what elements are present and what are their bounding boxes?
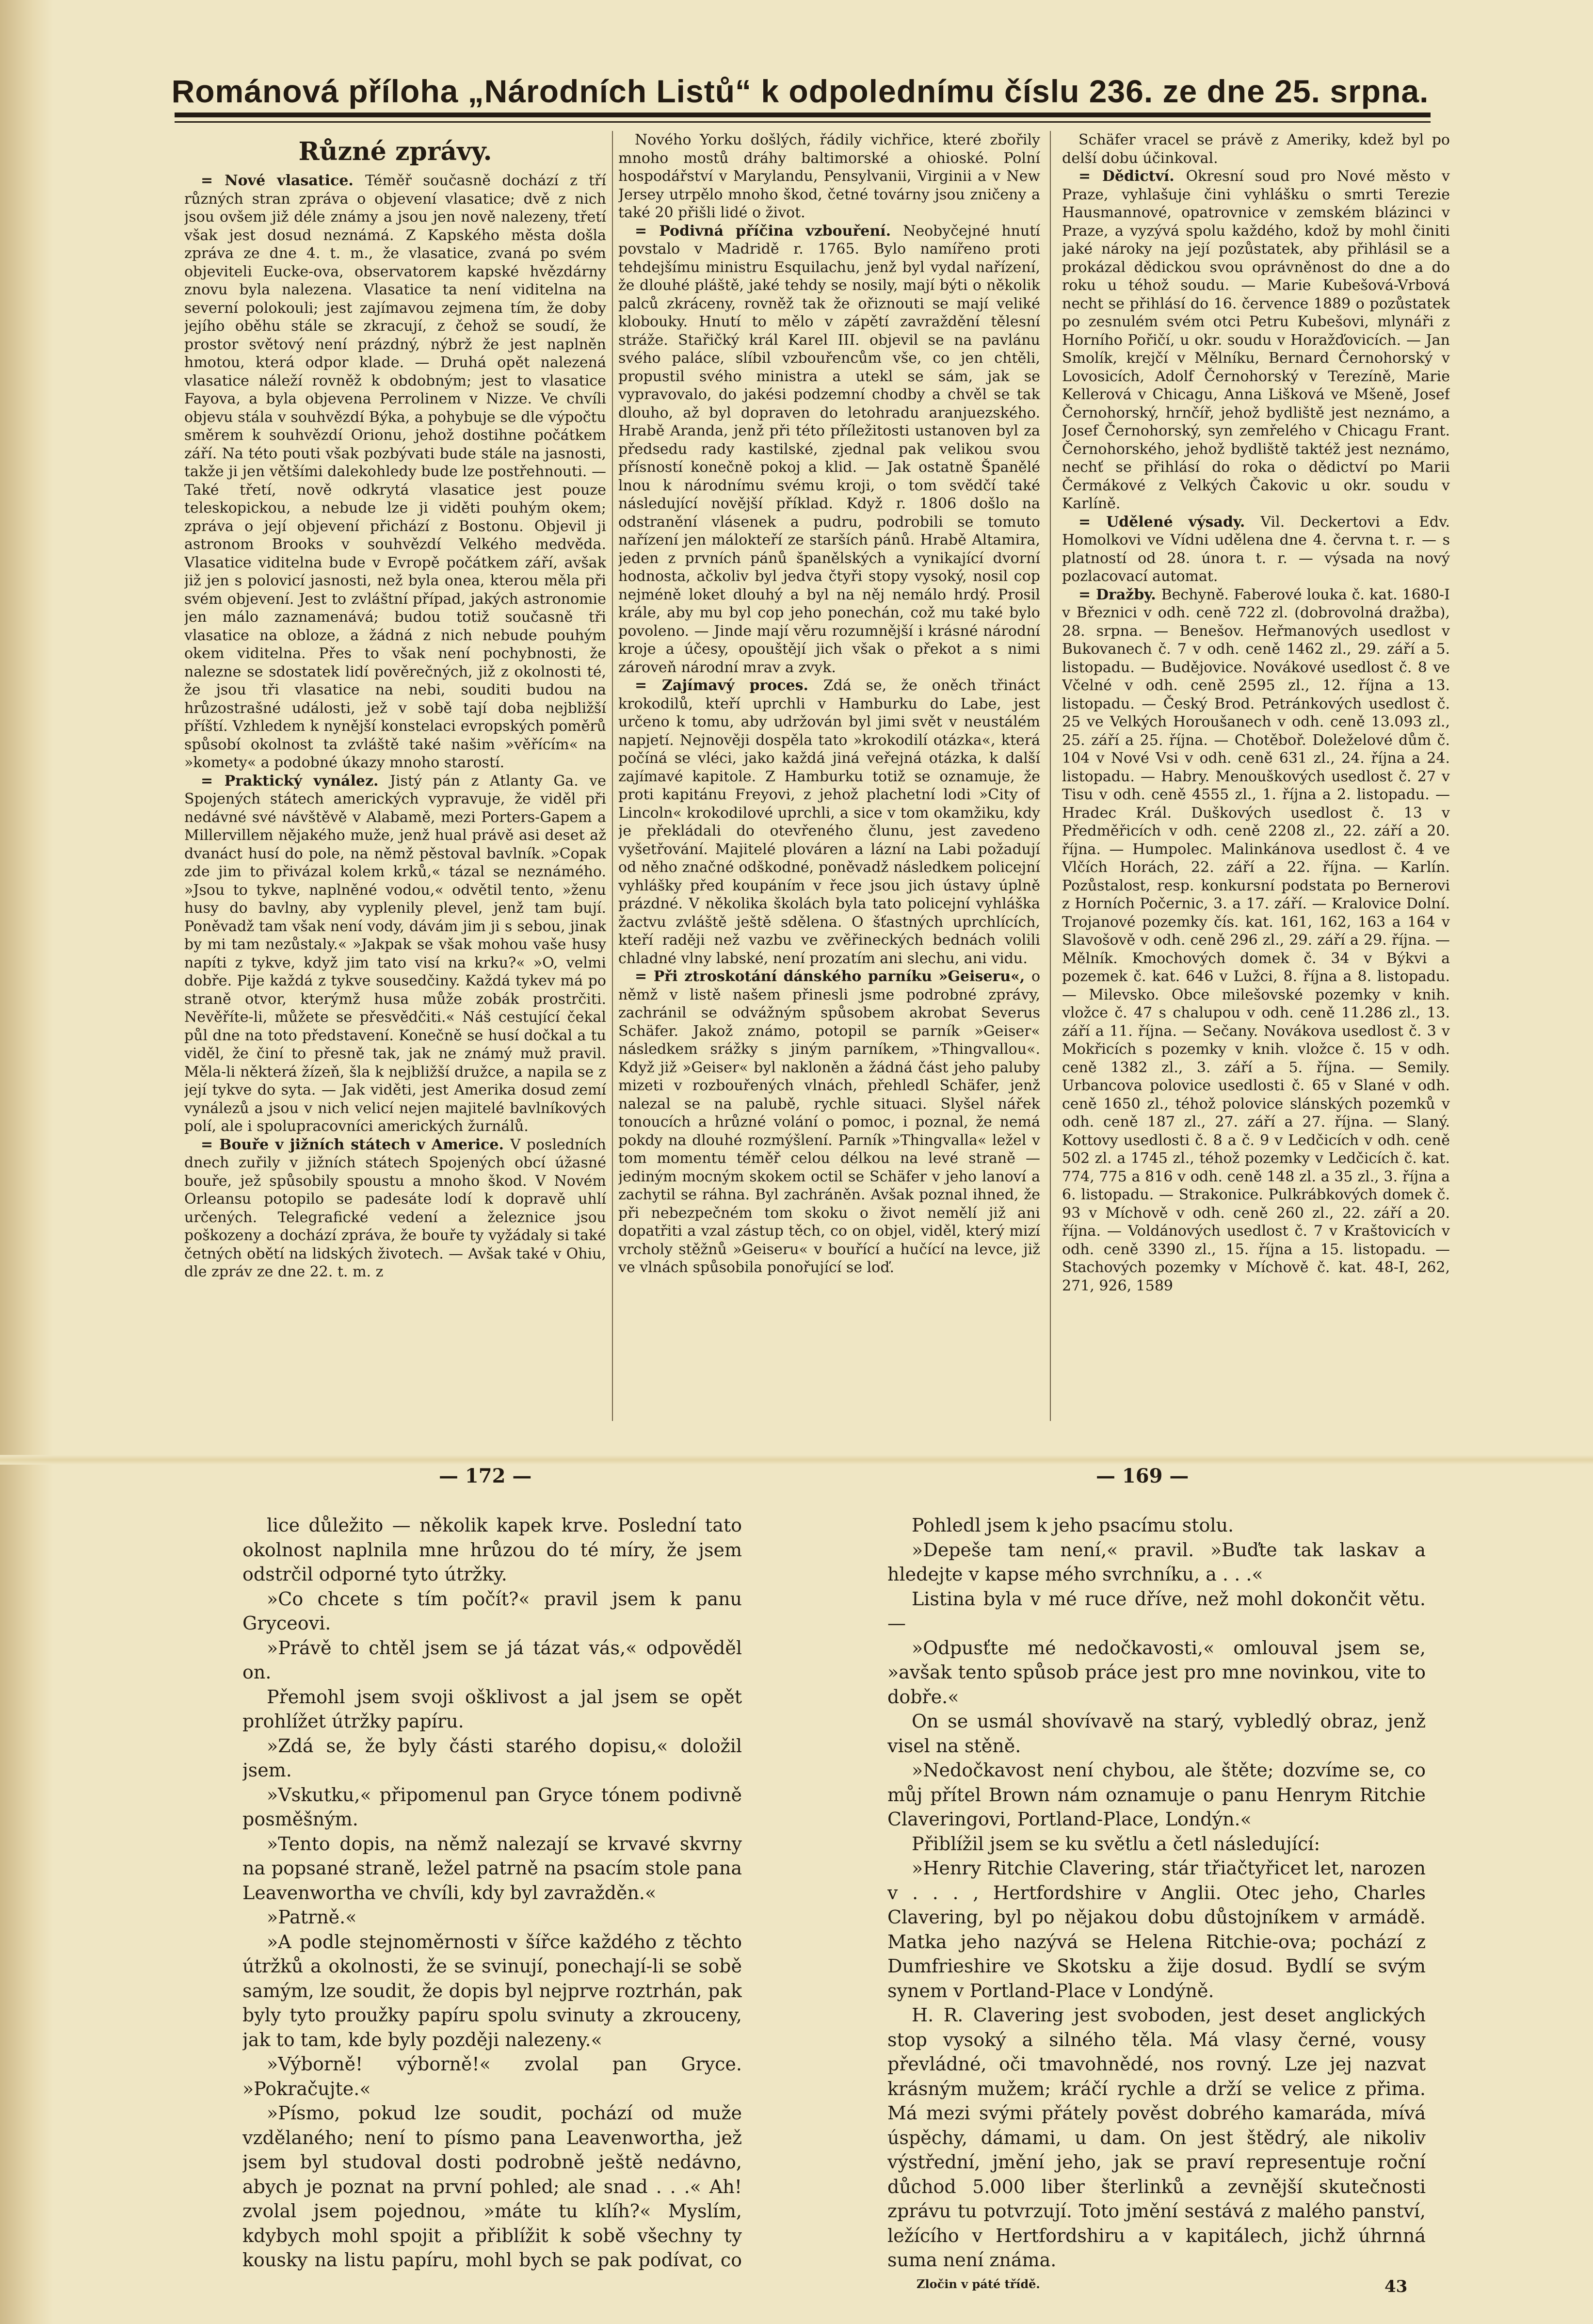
article-heading: = Nové vlasatice. (201, 172, 365, 189)
news-article (1062, 131, 1450, 167)
novel-paragraph: »Písmo, pokud lze soudit, pochází od muže vzdělaného; není to písmo pana Leavenwortha, jež jsem byl studoval dosti podrobně ještě nedávno, abych je poznat na první pohled; ale snad . . .« Ah! zvolal jsem pojednou, »máte tu klíh?« Myslím, kdybych mohl spojit a přiblížit k sobě všechny ty kousky na listu papíru, mohl bych se pak podívat, co (242, 2102, 742, 2271)
novel-paragraph: »Výborně! výborně!« zvolal pan Gryce. »Pokračujte.« (242, 2053, 742, 2099)
sheet-number: 43 (1384, 2277, 1408, 2296)
news-article (1062, 167, 1450, 513)
header-rule (175, 113, 1431, 117)
article-text: Schäfer vracel se právě z Ameriky, kdež byl po delší dobu účinkoval. (1062, 131, 1450, 167)
news-article (1062, 586, 1450, 1295)
news-article (1062, 513, 1450, 586)
column-divider (612, 131, 613, 1421)
novel-paragraph: »Odpusťte mé nedočkavosti,« omlouval jsem se, »avšak tento spůsob práce jest pro mne novinkou, vite to dobře.« (887, 1637, 1426, 1708)
novel-paragraph: »Tento dopis, na němž nalezají se krvavé skvrny na popsané straně, ležel patrně na psacím stole pana Leavenwortha ve chvíli, kdy byl zavražděn.« (242, 1833, 742, 1904)
page-fold (0, 1455, 1593, 1465)
novel-paragraph: »Právě to chtěl jsem se já tázat vás,« odpověděl on. (242, 1637, 742, 1683)
novel-paragraph: lice důležito — několik kapek krve. Poslední tato okolnost naplnila mne hrůzou do té míry, že jsem odstrčil odporné tyto útržky. (242, 1515, 742, 1585)
novel-left-page (242, 1513, 742, 2275)
header-rule-thin (175, 121, 1431, 123)
novel-paragraph (887, 2273, 1426, 2275)
section-title: Různé zprávy. (298, 137, 492, 166)
novel-paragraph: Přiblížil jsem se ku světlu a četl následující: (912, 1833, 1320, 1855)
article-heading: = Udělené výsady. (1078, 513, 1261, 531)
news-articles (184, 172, 606, 1281)
article-text: Nového Yorku došlých, řádily vichřice, které zbořily mnoho mostů dráhy baltimorské a ohioské. Polní hospodářství v Marylandu, Pensylvanii, Virginii a v New Jersey utrpělo mnoho škod, četné továrny jsou zničeny a také 20 přišli lidé o život. (618, 131, 1040, 221)
page-header: Románová příloha „Národních Listů“ k odpolednímu číslu 236. ze dne 25. srpna. (171, 73, 1429, 109)
article-heading: = Praktický vynález. (201, 772, 390, 790)
news-article (184, 172, 606, 772)
novel-paragraph: Pohledl jsem k jeho psacímu stolu. (912, 1515, 1234, 1536)
novel-paragraph: »Co chcete s tím počít?« pravil jsem k panu Gryceovi. (242, 1588, 742, 1634)
novel-paragraph: H. R. Clavering jest svoboden, jest deset anglických stop vysoký a silného těla. Má vlasy černé, vousy převládné, oči tmavohnědé, nos rovný. Lze jej nazvat krásným mužem; kráčí rychle a drží se velice z přima. Má mezi svými přátely pověst dobrého kamaráda, mívá úspěchy, dámami, u dam. On jest štědrý, ale nikoliv výstřední, jmění jeho, jak se praví representuje roční důchod 5.000 liber šterlinků a zevnější skutečnosti zprávu tu potvrzují. Toto jmění sestává z malého panství, ležícího v Hertfordshiru a v kapitálech, jichž úhrnná suma není známa. (887, 2004, 1426, 2271)
novel-paragraph: »Depeše tam není,« pravil. »Buďte tak laskav a hledejte v kapse mého svrchníku, a . . .« (887, 1539, 1426, 1585)
article-heading: = Podivná příčina vzbouření. (635, 222, 903, 240)
news-article (618, 131, 1040, 222)
article-heading: = Při ztroskotání dánského parníku »Geiseru«, (635, 968, 1031, 985)
news-column-2 (618, 131, 1040, 1421)
article-text: V posledních dnech zuřily v jižních státech Spojených obcí úžasné bouře, jež spůsobily spoustu a mnoho škod. V Novém Orleansu potopilo se padesáte lodí k dopravě uhlí určených. Telegrafické vedení a železnice jsou poškozeny a dochází zpráva, že bouře ty vyžádaly si také četných obětí na lidských životech. — Avšak také v Ohiu, dle zpráv ze dne 22. t. m. z (184, 1136, 606, 1280)
article-heading: = Bouře v jižních státech v Americe. (201, 1136, 510, 1153)
news-column-1 (184, 131, 606, 1421)
novel-paragraph: Přemohl jsem svoji ošklivost a jal jsem se opět prohlížet útržky papíru. (242, 1686, 742, 1732)
news-article (184, 1136, 606, 1281)
novel-right-page (887, 1513, 1426, 2275)
article-heading: = Dědictví. (1078, 168, 1186, 185)
news-articles (1062, 131, 1450, 1295)
news-article (184, 772, 606, 1136)
novel-paragraph: »Patrně.« (267, 1906, 357, 1928)
news-article (618, 222, 1040, 677)
article-text: Téměř současně dochází z tří různých stran zpráva o objevení vlasatice; dvě z nich jsou ovšem již déle známy a jsou jen nově nalezeny, třetí však jest dosud neznámá. Z Kapského města došla zpráva ze dne 4. t. m., že vlasatice, zvaná po svém objeviteli Eucke-ova, observatorem kapské hvězdárny znovu byla nalezena. Vlasatice ta není viditelna na severní polokouli; jest zajímavou zejmena tím, že doby jejího oběhu stále se zkracují, z čehož se soudí, že prostor světový není prázdný, nýbrž že jest naplněn hmotou, která odpor klade. — Druhá opět nalezená vlasatice náleží rovněž k obdobným; jest to vlasatice Fayova, a byla objevena Perrolinem v Nizze. Ve chvíli objevu stála v souhvězdí Býka, a pohybuje se dle výpočtu směrem k souhvězdí Orionu, jehož dostihne počátkem září. Na této pouti však pozbývati bude stále na jasnosti, takže ji jen většími dalekohledy bude lze postřehnouti. — Také třetí, nově odkrytá vlasatice jest pouze teleskopickou, a nebude lze ji viděti pouhým okem; zpráva o její objevení přichází z Bostonu. Objevil ji astronom Brooks v souhvězdí Velkého medvěda. Vlasatice viditelna bude v Evropě počátkem září, avšak již jen s polovicí jasnosti, než byla onea, kterou měla při svém objevení. Jest to zvláštní případ, jakých astronomie jen málo zaznamenává; budou totiž současně tři vlasatice na obloze, a žádná z nich nebude pouhým okem viditelna. Přes to však není pochybnosti, že nalezne se sdostatek lidí pověrečných, již z okolnosti té, že jsou tři vlasatice na nebi, souditi budou na hrůzostrašné události, jež v sobě tají doba nejbližší příští. Vzhledem k nynější konstelaci evropských poměrů spůsobí okolnost ta zvláště také našim »věřícím« na »komety« a podobné úkazy mnoho starostí. (184, 172, 606, 771)
novel-paragraph: Listina byla v mé ruce dříve, než mohl dokončit větu. — (887, 1588, 1426, 1634)
article-heading: = Dražby. (1078, 586, 1161, 603)
article-text: Bechyně. Faberové louka č. kat. 1680-I v Březnici v odh. ceně 722 zl. (dobrovolná dražba), 28. srpna. — Benešov. Heřmanových usedlost v Bukovanech č. 7 v odh. ceně 1462 zl., 29. září a 5. listopadu. — Budějovice. Novákové usedlost č. 8 ve Včelné v odh. ceně 2595 zl., 12. října a 13. listopadu. — Český Brod. Petránkových usedlost č. 25 ve Velkých Horoušanech v odh. ceně 13.093 zl., 25. září a 25. října. — Chotěboř. Doleželové dům č. 104 v Nové Vsi v odh. ceně 631 zl., 24. října a 24. listopadu. — Habry. Menouškových usedlost č. 27 v Tisu v odh. ceně 4555 zl., 1. října a 2. listopadu. — Hradec Král. Duškových usedlost č. 13 v Předměřicích v odh. ceně 2208 zl., 22. září a 20. října. — Humpolec. Malinkánova usedlost č. 4 ve Vlčích Horách, 22. září a 22. října. — Karlín. Pozůstalost, resp. konkursní podstata po Bernerovi z Horních Počernic, 3. a 17. září. — Kralovice Dolní. Trojanové pozemky čís. kat. 161, 162, 163 a 164 v Slavošově v odh. ceně 296 zl., 29. září a 29. října. — Mělník. Kmochových domek č. 34 v Býkvi a pozemek č. kat. 646 v Lužci, 8. října a 8. listopadu. — Milevsko. Obce milešovské pozemky v knih. vložce č. 47 s chalupou v odh. ceně 11.286 zl., 13. září a 11. října. — Sečany. Novákova usedlost č. 3 v Mokřicích s pozemky v knih. vložce č. 15 v odh. ceně 1382 zl., 3. září a 5. října. — Semily. Urbancova polovice usedlosti č. 65 v Slané v odh. ceně 1650 zl., téhož polovice slánských pozemků v odh. ceně 187 zl., 27. září a 27. října. — Slaný. Kottovy usedlosti č. 8 a č. 9 v Ledčicích v odh. ceně 502 zl. a 1745 zl., téhož pozemky v Ledčicích č. kat. 774, 775 a 816 v odh. ceně 148 zl. a 35 zl., 3. října a 6. listopadu. — Strakonice. Pulkrábkových domek č. 93 v Míchově v odh. ceně 260 zl., 22. září a 20. října. — Voldánových usedlost č. 7 v Kraštovicích v odh. ceně 3390 zl., 15. října a 15. listopadu. — Stachových pozemky v Míchově č. kat. 48-I, 262, 271, 926, 1589 (1062, 586, 1450, 1294)
article-text: Okresní soud pro Nové město v Praze, vyhlašuje čini vyhlášku o smrti Terezie Hausmannové, opatrovnice v zemském blázinci v Praze, a vyzývá spolu každého, kdož by mohl činiti jaké nároky na její pozůstatek, aby přihlásil se a prokázal dědickou svou oprávněnost do dne a do roku u téhož soudu. — Marie Kubešová-Vrbová necht se přihlásí do 16. července 1889 o pozůstatek po zesnulém svém otci Petru Kubešovi, mlynáři z Horního Pořičí, u okr. soudu v Horažďovicích. — Jan Smolík, krejčí v Mělníku, Bernard Černohorský v Lovosicích, Adolf Černohorský v Terezíně, Marie Kellerová v Chicagu, Anna Lišková ve Mšeně, Josef Černohorský, hrnčíř, jehož bydliště jest neznámo, a Josef Černohorský, syn zemřelého v Chicagu Frant. Černohorského, jehož bydliště taktéž jest neznámo, nechť se přihlásí do roka o dědictví po Marii Čermákové z Velkých Čakovic u okr. soudu v Karlíně. (1062, 168, 1450, 512)
news-article (618, 968, 1040, 1277)
novel-paragraph: »Henry Ritchie Clavering, stár třiačtyřicet let, narozen v . . . , Hertfordshire v Anglii. Otec jeho, Charles Clavering, byl po nějakou dobu důstojníkem v armádě. Matka jeho nazývá se Helena Ritchie-ova; pochází z Dumfrieshire ve Skotsku a žije dosud. Bydlí se svým synem v Portland-Place v Londýně. (887, 1857, 1426, 2001)
news-article (618, 677, 1040, 968)
article-text: Neobyčejné hnutí povstalo v Madridě r. 1765. Bylo namířeno proti tehdejšímu ministru Esquilachu, jenž byl vydal nařízení, že dlouhé pláště, jaké tehdy se nosily, mají býti o několik palců zkráceny, rovněž tak že ořiznouti se mají veliké klobouky. Hnutí to mělo v zápětí zavraždění tělesní stráže. Stařičký král Karel III. objevil se na pavlánu svého paláce, slíbil vzbouřencům vše, co jen chtěli, propustil svého ministra a utekl se sám, jak se vypravovalo, do jakési podzemní chodby a chvěl se tak dlouho, až byl dopraven do letohradu aranjuezského. Hrabě Aranda, jenž při této příležitosti ustanoven byl za předsedu rady kastilské, zjednal pak velikou svou přísností konečně pokoj a klid. — Jak ostatně Španělé lnou k národnímu svému kroji, o tom svědčí také následující novější příklad. Když r. 1806 došlo na odstranění vlásenek a pudru, podrobili se tomuto nařízení jen málokteří ze starších pánů. Hrabě Altamira, jeden z prvních pánů španělských a vynikající dvorní hodnosta, ačkoliv byl jedva čtyři stopy vysoký, nosil cop nejméně loket dlouhý a byl na něj nemálo hrdý. Prosil krále, aby mu byl cop jeho ponechán, což mu také bylo povoleno. — Jinde mají věru rozumnější i krásné národní kroje a účesy, opouštějí jich však o překot a s nimi zároveň národní mrav a zvyk. (618, 222, 1040, 676)
novel-paragraph: »Zdá se, že byly části starého dopisu,« doložil jsem. (242, 1735, 742, 1781)
page-number-left: — 172 — (439, 1465, 532, 1487)
novel-paragraph: »A podle stejnoměrnosti v šířce každého z těchto útržků a okolnosti, že se svinují, ponechají-li se sobě samým, lze soudit, že dopis byl nejprve roztrhán, pak byly tyto proužky papíru spolu svinuty a zkrouceny, jak to tam, kde byly později nalezeny.« (242, 1931, 742, 2050)
signature-note: Zločin v páté třídě. (917, 2277, 1040, 2291)
page-number-right: — 169 — (1096, 1465, 1189, 1487)
article-text: o němž v listě našem přinesli jsme podrobné zprávy, zachránil se odvážným spůsobem akrobat Severus Schäfer. Jakož známo, potopil se parník »Geiser« následkem srážky s jiným parníkem, »Thingvallou«. Když již »Geiser« byl nakloněn a žádná část jeho paluby mizeti v rozbouřených vlnách, přehledl Schäfer, jenž nalezal se na palubě, rychle situaci. Slyšel nářek tonoucích a hrůzné volání o pomoc, i poznal, že nemá pokdy na dlouhé rozmýšlení. Parník »Thingvalla« ležel v tom momentu téměř celou délkou na levé straně — jediným mocným skokem octil se Schäfer v jeho lanoví a zachytil se ráhna. Byl zachráněn. Avšak poznal ihned, že při nebezpečném tom skoku o život nemělí již ani dopatřiti a vzal zástup těch, co on objel, viděl, který mizí vrcholy stěžnů »Geiseru« v bouřící a hučící na levce, již ve vlnách spůsobila ponořující se loď. (618, 968, 1040, 1276)
news-column-3 (1062, 131, 1450, 1421)
novel-paragraph: »Vskutku,« připomenul pan Gryce tónem podivně posměšným. (242, 1784, 742, 1830)
column-divider (1050, 131, 1051, 1421)
binding-edge (0, 0, 53, 2324)
article-text: Jistý pán z Atlanty Ga. ve Spojených státech amerických vypravuje, že viděl při nedávné své návštěvě v Alabamě, mezi Porters-Gapem a Millervillem nějakého muže, jenž hual právě asi deset až dvanáct husí do pole, na němž pěstoval bavlník. »Copak zde jim to přivázal kolem krků,« tázal se neznámého. »Jsou to tykve, naplněné vodou,« odvětil tento, »ženu husy do bavlny, aby vyplenily plevel, jenž tam bují. Poněvadž tam však není vody, dávám jim ji s sebou, jinak by mi tam nezůstaly.« »Jakpak se však mohou vaše husy napíti z tykve, když jim tato visí na krku?« »O, velmi dobře. Pije každá z tykve sousedčiny. Každá tykev má po straně otvor, kterýmž husa může zobák prostrčiti. Nevěříte-li, můžete se přesvědčiti.« Náš cestující čekal půl dne na toto představení. Konečně se husí dočkal a tu viděl, že činí to přesně tak, jak ne známý muž pravil. Měla-li některá žízeň, šla k nejbližší družce, a napila se z její tykve do syta. — Jak viděti, jest Amerika dosud zemí vynálezů a jsou v nich velicí nejen majitelé bavlníkových polí, ale i spolupracovníci amerických žurnálů. (184, 772, 606, 1135)
article-text: Zdá se, že oněch třináct krokodilů, kteří uprchli v Hamburku do Labe, jest určeno k tomu, aby udržován byl jimi svět v neustálém napjetí. Nejnověji dospěla tato »krokodilí otázka«, která počíná se vléci, jako každá jiná veřejná otázka, k další zajímavé kapitole. Z Hamburku totiž se oznamuje, že proti kapitánu Freyovi, z jehož plachetní lodi »City of Lincoln« krokodilové uprchli, a sice v tom okamžiku, kdy je překládali do otevřeného člunu, jest zavedeno vyšetřování. Majitelé plováren a lázní na Labi požadují od něho značné odškodné, poněvadž následkem policejní vyhlášky před koupáním v řece jsou jich ústavy úplně prázdné. V několika školách byla tato policejní vyhláška žactvu zvláště ještě sdělena. O šťastných uprchlících, kteří raději než vazbu ve zvěřineckých bednách volili chladné vlny labské, není prozatím ani slechu, ani vidu. (618, 677, 1040, 967)
news-articles (618, 131, 1040, 1277)
novel-paragraph: »Nedočkavost není chybou, ale štěte; dozvíme se, co můj přítel Brown nám oznamuje o panu Henrym Ritchie Claveringovi, Portland-Place, Londýn.« (887, 1759, 1426, 1830)
novel-paragraph: On se usmál shovívavě na starý, vybledlý obraz, jenž visel na stěně. (887, 1711, 1426, 1757)
article-text: Vil. Deckertovi a Edv. Homolkovi ve Vídni udělena dne 4. června t. r. — s platností od 28. února t. r. — výsada na nový pozlacovací automat. (1062, 513, 1450, 585)
article-heading: = Zajímavý proces. (635, 677, 823, 694)
